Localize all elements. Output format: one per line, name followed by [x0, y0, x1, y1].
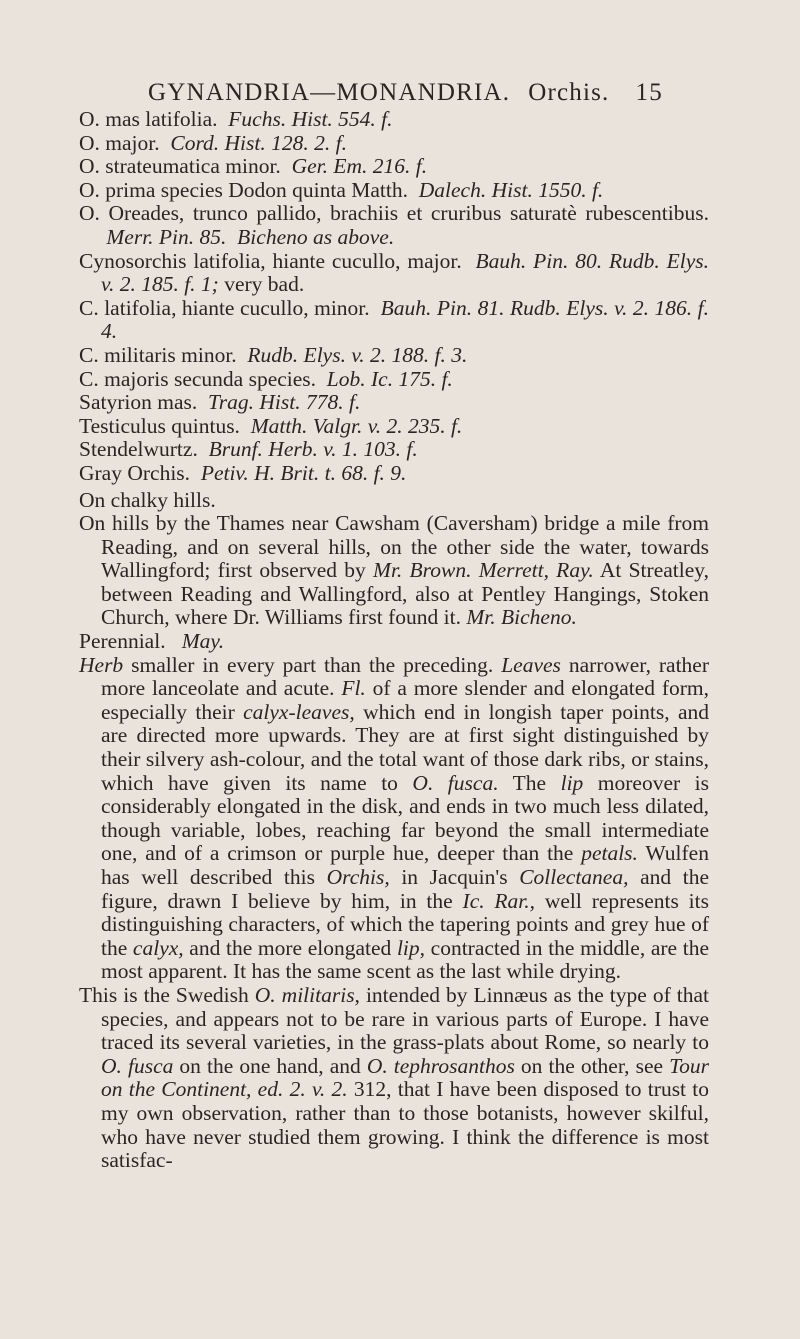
synonym-entry: O. major. Cord. Hist. 128. 2. f.	[79, 130, 347, 155]
synonym-entry: C. militaris minor. Rudb. Elys. v. 2. 188. f. 3.	[79, 342, 468, 367]
synonym-entry: Satyrion mas. Trag. Hist. 778. f.	[79, 390, 361, 415]
description-paragraph: Herb smaller in every part than the preceding. Leaves narrower, rather more lanceolate and acute. Fl. of a more slender and elongated form, especially their calyx-leaves, which end in longish taper points, and are directed more upwards. They are at first sight distinguished by their silvery ash-colour, and the total want of those dark ribs, or stains, which have given its name to O. fusca. The lip moreover is considerably elongated in the disk, and ends in two much less dilated, though variable, lobes, reaching far beyond the small intermediate one, and of a crimson or purple hue, deeper than the petals. Wulfen has well described this Orchis, in Jacquin's Collectanea, and the figure, drawn I believe by him, in the Ic. Rar., well represents its distinguishing characters, of which the tapering points and grey hue of the calyx, and the more elongated lip, contracted in the middle, are the most apparent. It has the same scent as the last while drying.	[79, 652, 710, 984]
remarks-paragraph: This is the Swedish O. militaris, intended by Linnæus as the type of that species, and appears not to be rare in various parts of Europe. I have traced its several varieties, in the grass-plats about Rome, so nearly to O. fusca on the one hand, and O. tephrosanthos on the other, see Tour on the Continent, ed. 2. v. 2. 312, that I have been disposed to trust to my own observation, rather than to those botanists, however skilful, who have never studied them growing. I think the difference is most satisfac-	[79, 982, 709, 1173]
synonym-entry: C. latifolia, hiante cucullo, minor. Bauh. Pin. 81. Rudb. Elys. v. 2. 186. f. 4.	[79, 295, 710, 344]
header-title: GYNANDRIA—MONANDRIA.	[148, 79, 511, 106]
duration-flowering: Perennial. May.	[79, 629, 225, 654]
synonym-entry: Testiculus quintus. Matth. Valgr. v. 2. 235. f.	[79, 413, 463, 438]
synonymy-list	[79, 108, 709, 486]
habitat-localities: On hills by the Thames near Cawsham (Caversham) bridge a mile from Reading, and on several hills, on the other side the water, towards Wallingford; first observed by Mr. Brown. Merrett, Ray. At Streatley, between Reading and Wallingford, also at Pentley Hangings, Stoken Church, where Dr. Williams first found it. Mr. Bicheno.	[79, 511, 709, 630]
header-genus: Orchis.	[528, 79, 610, 106]
synonym-entry: O. prima species Dodon quinta Matth. Dalech. Hist. 1550. f.	[79, 177, 604, 202]
habitat-general: On chalky hills.	[79, 487, 216, 512]
page-number: 15	[635, 79, 663, 106]
synonym-entry: Cynosorchis latifolia, hiante cucullo, major. Bauh. Pin. 80. Rudb. Elys. v. 2. 185. f. 1; very bad.	[79, 248, 710, 297]
synonym-entry: Stendelwurtz. Brunf. Herb. v. 1. 103. f.	[79, 437, 418, 462]
synonym-entry: C. majoris secunda species. Lob. Ic. 175. f.	[79, 366, 453, 391]
synonym-entry: O. strateumatica minor. Ger. Em. 216. f.	[79, 154, 428, 179]
synonym-entry: O. Oreades, trunco pallido, brachiis et cruribus saturatè rubescentibus. Merr. Pin. 85. Bicheno as above.	[79, 201, 709, 249]
synonym-entry: Gray Orchis. Petiv. H. Brit. t. 68. f. 9.	[79, 460, 407, 485]
synonym-entry: O. mas latifolia. Fuchs. Hist. 554. f.	[79, 107, 393, 131]
running-header	[148, 78, 718, 108]
page-body	[79, 108, 709, 1173]
